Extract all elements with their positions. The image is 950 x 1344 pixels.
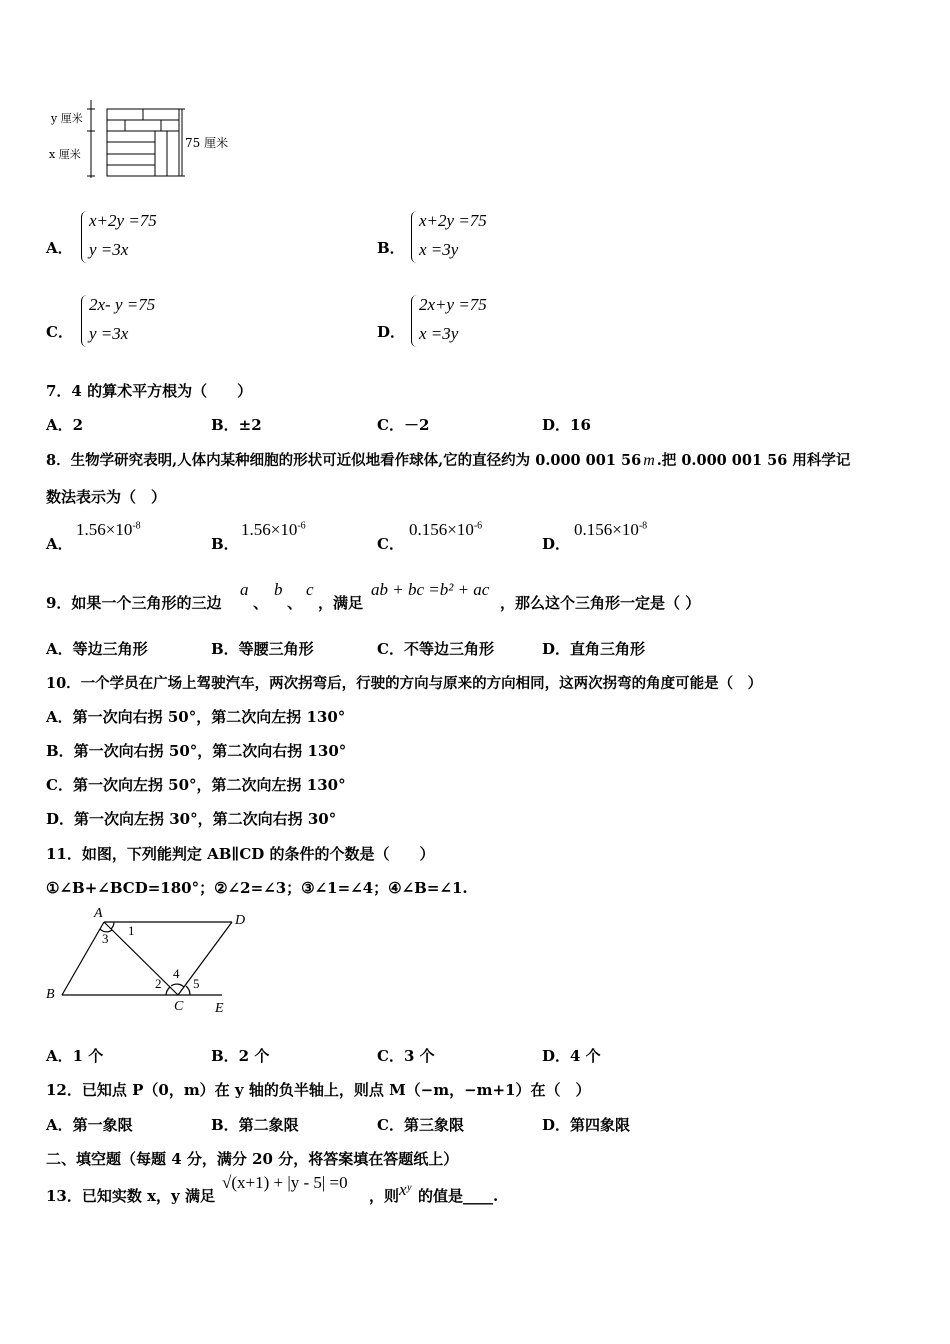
q8-option-b-exp: -6: [297, 520, 306, 532]
q7-option-a: A．2: [46, 416, 84, 434]
q12-stem: 12．已知点 P（0，m）在 y 轴的负半轴上，则点 M（−m，−m+1）在（ ）: [46, 1081, 591, 1099]
q9-sep1: 、: [253, 594, 269, 612]
q8-option-a-exp: -8: [132, 520, 141, 532]
q6-option-c-eq2: y =3x: [89, 324, 129, 343]
q7-option-d: D．16: [542, 416, 591, 434]
q12-option-c: C．第三象限: [377, 1116, 464, 1134]
q8-option-d-value: [574, 520, 647, 540]
q8-stem-line1: [46, 449, 850, 470]
q9-option-b: B．等腰三角形: [211, 640, 314, 658]
angle-5-label: 5: [193, 976, 200, 991]
q9-formula: ab + bc =b² + ac: [371, 580, 490, 599]
q13-power: xʸ: [399, 1180, 411, 1199]
q8-option-d-exp: -8: [638, 520, 648, 532]
q9-option-c: C．不等边三角形: [377, 640, 494, 658]
q8-stem-line2: 数法表示为（ ）: [46, 488, 167, 506]
parallelogram-figure: [40, 902, 260, 1018]
q13-stem-c: 的值是____.: [418, 1187, 499, 1205]
q12-option-d: D．第四象限: [542, 1116, 631, 1134]
q10-option-c: C．第一次向左拐 50°，第二次向左拐 130°: [46, 776, 346, 794]
q8-option-a-mantissa: 1.56×10: [76, 520, 133, 539]
q10-option-d: D．第一次向左拐 30°，第二次向右拐 30°: [46, 810, 337, 828]
q9-stem-a: 9．如果一个三角形的三边: [46, 594, 222, 612]
angle-2-label: 2: [155, 976, 162, 991]
y-cm-label: y 厘米: [51, 112, 83, 125]
q13-formula: √(x+1) + |y - 5| =0: [222, 1173, 348, 1192]
angle-1-label: 1: [128, 923, 135, 938]
height-75cm-label: 75 厘米: [185, 136, 229, 150]
q6-option-a-eq2: y =3x: [89, 240, 129, 259]
q13-stem-b: ，则: [369, 1187, 400, 1205]
q8-option-a-label: A．: [46, 535, 73, 553]
q6-option-d-label: D．: [377, 323, 406, 341]
q6-option-a-brace: [81, 211, 88, 263]
q8-stem-part1: 8．生物学研究表明,人体内某种细胞的形状可近似地看作球体,它的直径约为 0.000 001 56: [46, 452, 642, 469]
q7-option-b: B．±2: [211, 416, 262, 434]
point-c-label: C: [174, 999, 184, 1014]
q10-option-a: A．第一次向右拐 50°，第二次向左拐 130°: [46, 708, 346, 726]
point-d-label: D: [235, 913, 246, 928]
q6-option-d-eq1: 2x+y =75: [419, 295, 487, 314]
section-2-title: 二、填空题（每题 4 分，满分 20 分，将答案填在答题纸上）: [46, 1150, 459, 1168]
q8-option-b-mantissa: 1.56×10: [241, 520, 298, 539]
q11-option-c: C．3 个: [377, 1047, 435, 1065]
q6-option-c-eq1: 2x- y =75: [89, 295, 156, 314]
q8-option-d-label: D．: [542, 535, 571, 553]
q13-stem-a: 13．已知实数 x，y 满足: [46, 1187, 215, 1205]
x-cm-label: x 厘米: [49, 148, 81, 161]
q11-option-d: D．4 个: [542, 1047, 601, 1065]
point-a-label: A: [94, 906, 103, 921]
q8-option-c-label: C．: [377, 535, 404, 553]
q9-stem-c: ，那么这个三角形一定是（ ）: [500, 594, 701, 612]
q8-option-b-value: [241, 520, 306, 540]
q11-conditions: ①∠B+∠BCD=180°；②∠2=∠3；③∠1=∠4；④∠B=∠1.: [46, 879, 468, 897]
q9-sep2: 、: [287, 594, 303, 612]
q7-stem: 7．4 的算术平方根为（ ）: [46, 382, 253, 400]
q10-option-b: B．第一次向右拐 50°，第二次向右拐 130°: [46, 742, 347, 760]
q6-option-b-label: B．: [377, 239, 405, 257]
q8-option-a-value: [76, 520, 141, 540]
q6-option-b-brace: [411, 211, 418, 263]
q8-option-c-value: [409, 520, 482, 540]
q11-option-b: B．2 个: [211, 1047, 270, 1065]
q6-option-c-brace: [81, 295, 88, 347]
q8-stem-part2: .把 0.000 001 56 用科学记: [656, 452, 851, 469]
q9-option-a: A．等边三角形: [46, 640, 148, 658]
q8-unit: m: [643, 452, 655, 469]
q6-option-c-label: C．: [46, 323, 73, 341]
point-e-label: E: [215, 1001, 224, 1016]
q8-option-d-mantissa: 0.156×10: [574, 520, 639, 539]
q12-option-b: B．第二象限: [211, 1116, 299, 1134]
q6-option-a-eq1: x+2y =75: [89, 211, 157, 230]
point-b-label: B: [46, 987, 55, 1002]
q6-option-b-eq2: x =3y: [419, 240, 459, 259]
q7-option-c: C．－2: [377, 416, 430, 434]
q8-option-b-label: B．: [211, 535, 239, 553]
q9-var-b: b: [274, 580, 283, 599]
q12-option-a: A．第一象限: [46, 1116, 133, 1134]
q11-stem: 11．如图，下列能判定 AB∥CD 的条件的个数是（ ）: [46, 845, 435, 863]
q10-stem: 10．一个学员在广场上驾驶汽车，两次拐弯后，行驶的方向与原来的方向相同，这两次拐弯的角度可能是（ ）: [46, 675, 763, 692]
q9-stem-b: ，满足: [318, 594, 364, 612]
q6-option-a-label: A．: [46, 239, 73, 257]
angle-3-label: 3: [102, 931, 109, 946]
q9-var-a: a: [240, 580, 249, 599]
q8-option-c-mantissa: 0.156×10: [409, 520, 474, 539]
q8-option-c-exp: -6: [473, 520, 483, 532]
angle-4-label: 4: [173, 966, 180, 981]
q6-option-b-eq1: x+2y =75: [419, 211, 487, 230]
q11-option-a: A．1 个: [46, 1047, 104, 1065]
q6-option-d-eq2: x =3y: [419, 324, 459, 343]
q6-option-d-brace: [411, 295, 418, 347]
board-diagram: [45, 96, 245, 186]
q9-option-d: D．直角三角形: [542, 640, 646, 658]
q9-var-c: c: [306, 580, 314, 599]
